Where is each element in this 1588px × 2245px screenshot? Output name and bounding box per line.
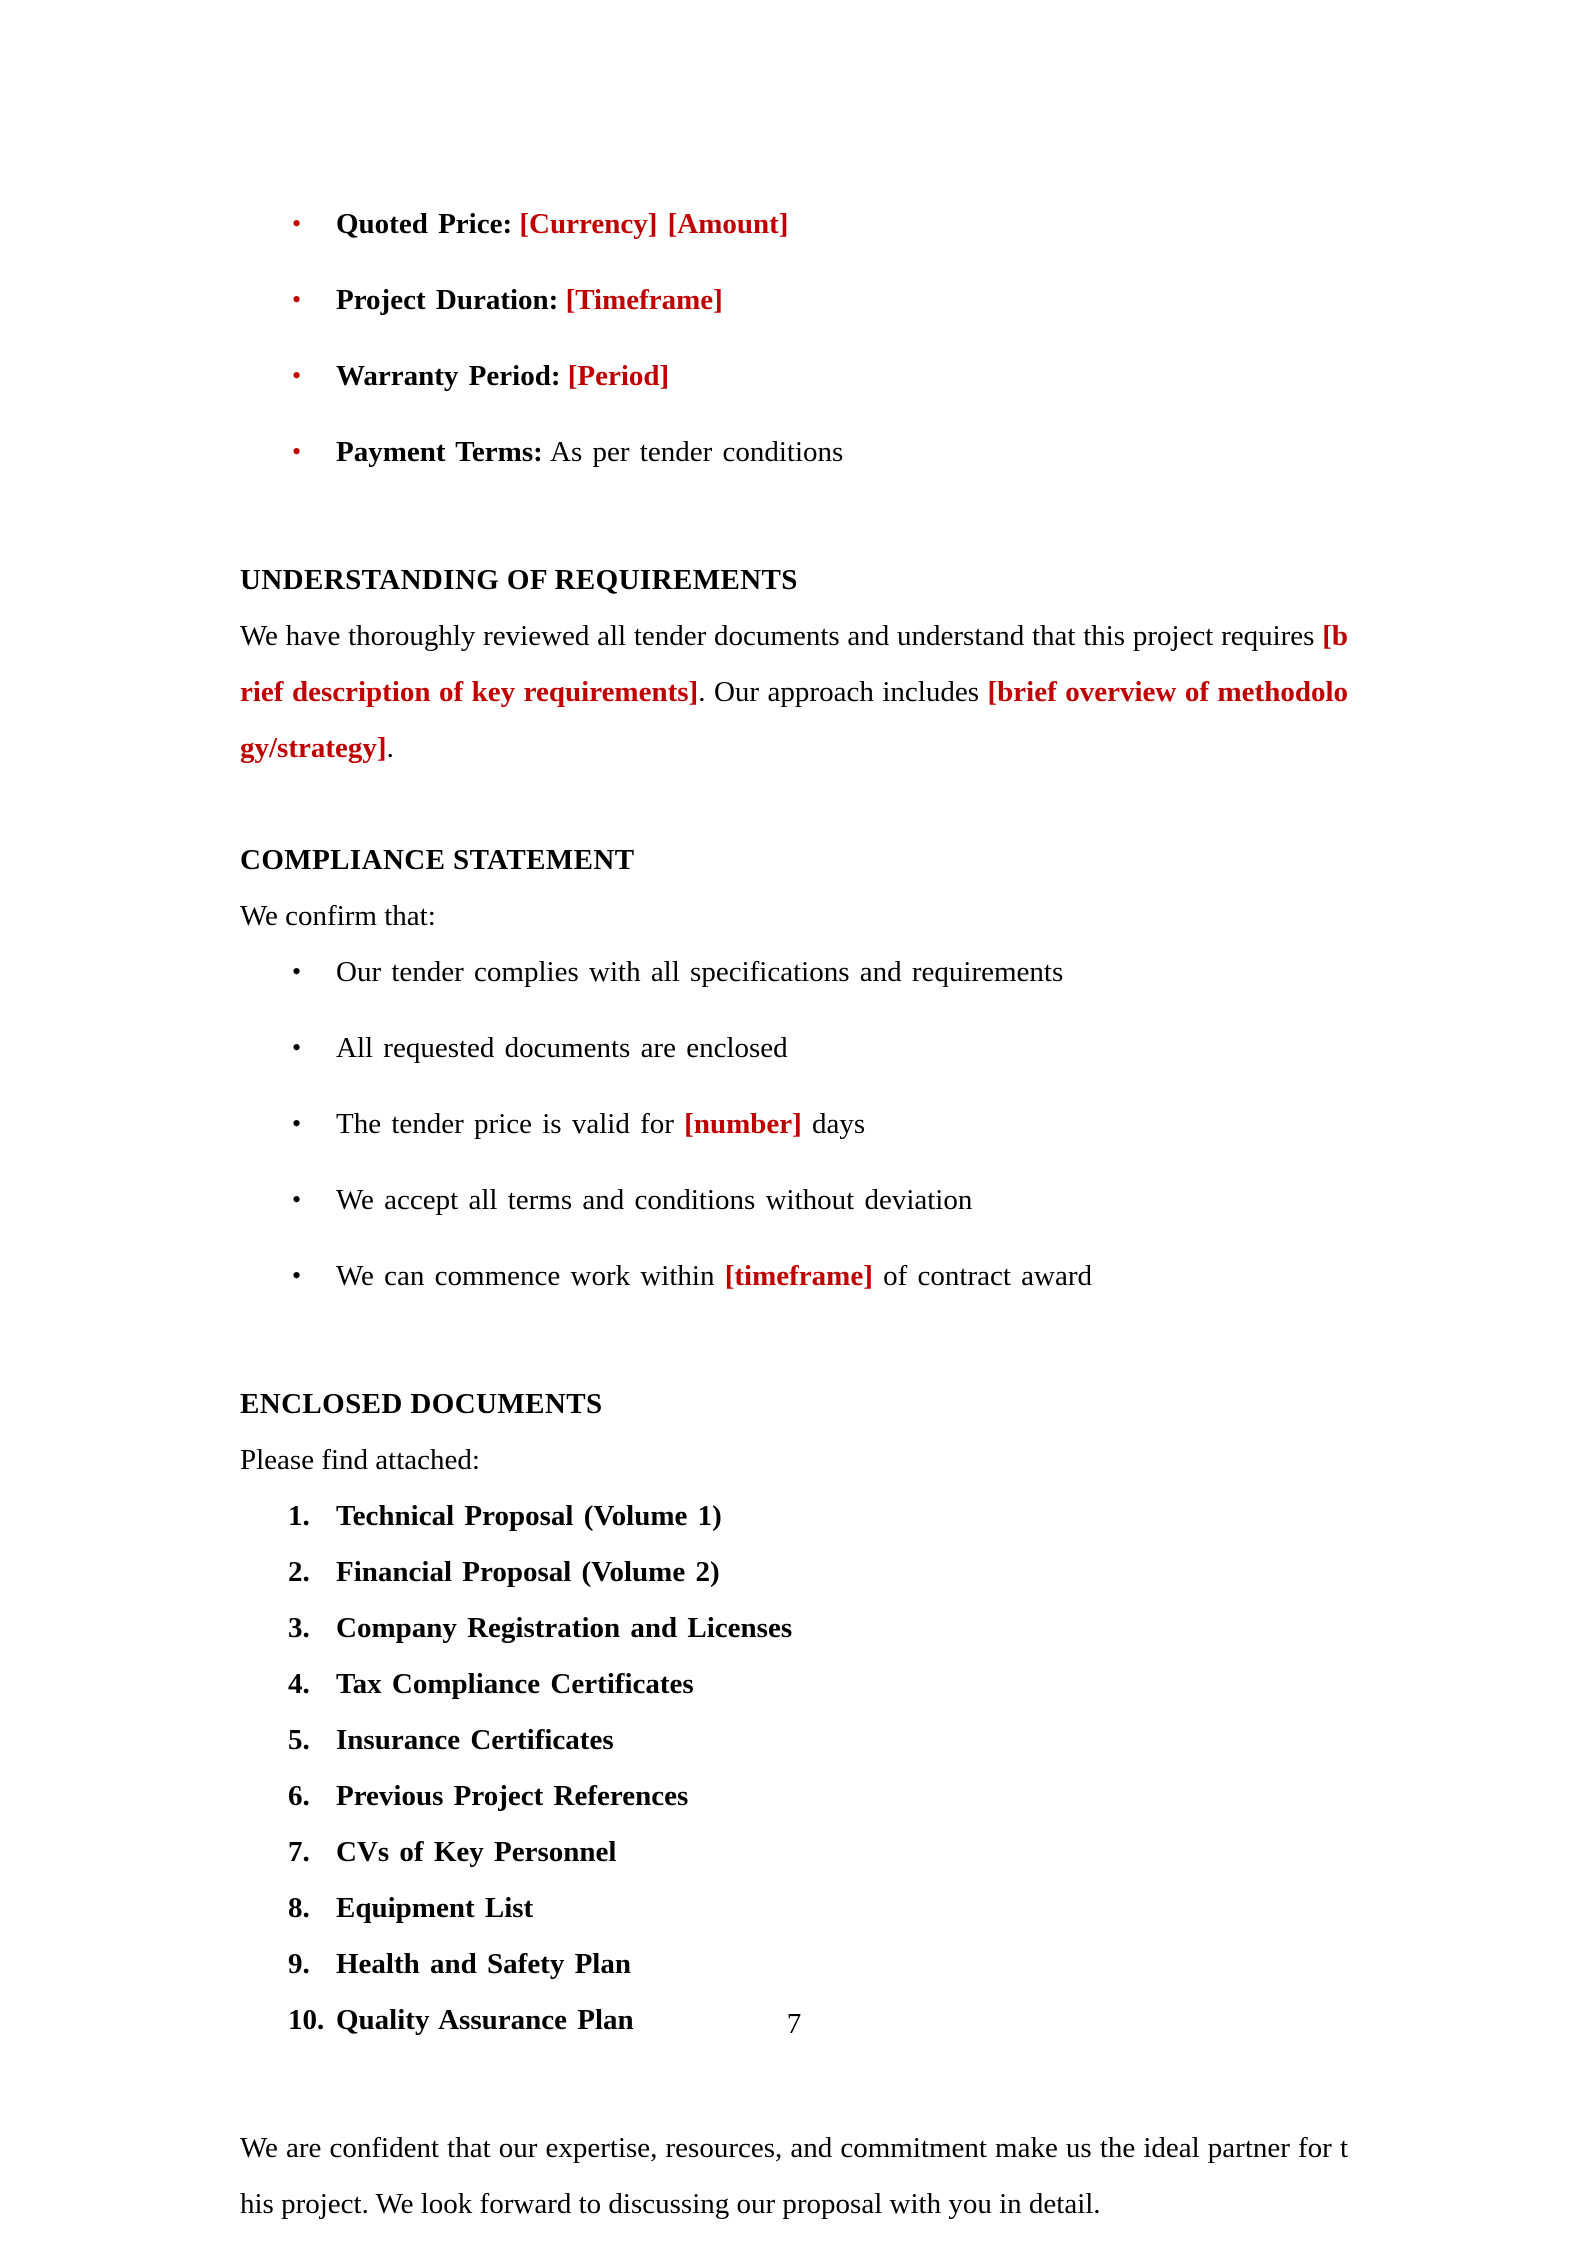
enclosed-document-item — [240, 1768, 1348, 1824]
bullet-icon: • — [292, 1261, 302, 1290]
bullet-icon: • — [292, 1033, 302, 1062]
enclosed-document-label: Tax Compliance Certificates — [336, 1668, 694, 1700]
summary-bullet-value: [Period] — [567, 360, 670, 392]
enclosed-document-label: Quality Assurance Plan — [336, 2004, 634, 2036]
enclosed-document-item — [240, 1656, 1348, 1712]
enclosed-document-label: Financial Proposal (Volume 2) — [336, 1556, 720, 1588]
summary-bullet-label: Payment Terms: — [336, 436, 543, 468]
list-number: 3. — [288, 1612, 310, 1644]
enclosed-document-item — [240, 1880, 1348, 1936]
bullet-icon: • — [292, 437, 302, 466]
bullet-icon: • — [292, 209, 302, 238]
placeholder-methodology-strategy: [brief overview of methodology/strategy] — [240, 676, 1349, 764]
compliance-bullet-placeholder: [number] — [684, 1108, 802, 1140]
closing-paragraph: We are confident that our expertise, resources, and commitment make us the ideal partner for this project. We look forward to discussing our proposal with you in detail. — [240, 2132, 1348, 2220]
compliance-bullet-item — [240, 1248, 1348, 1304]
enclosed-document-label: CVs of Key Personnel — [336, 1836, 617, 1868]
summary-bullet-item — [240, 196, 1348, 252]
section-heading-enclosed-documents: ENCLOSED DOCUMENTS — [240, 1388, 603, 1420]
enclosed-document-item — [240, 1712, 1348, 1768]
summary-bullet-item — [240, 424, 1348, 480]
compliance-bullet-item — [240, 1172, 1348, 1228]
summary-bullet-value: As per tender conditions — [550, 436, 844, 468]
enclosed-document-label: Previous Project References — [336, 1780, 689, 1812]
summary-bullet-value: [Timeframe] — [565, 284, 723, 316]
compliance-bullet-text-after: days — [801, 1108, 866, 1140]
enclosed-document-label: Technical Proposal (Volume 1) — [336, 1500, 722, 1532]
understanding-text-1: We have thoroughly reviewed all tender documents and understand that this project requires — [240, 620, 1323, 652]
compliance-bullet-list — [240, 944, 1348, 1304]
bullet-icon: • — [292, 1109, 302, 1138]
enclosed-document-item — [240, 1544, 1348, 1600]
list-number: 1. — [288, 1500, 310, 1532]
enclosed-document-item — [240, 1488, 1348, 1544]
enclosed-document-label: Insurance Certificates — [336, 1724, 614, 1756]
list-number: 10. — [288, 2004, 325, 2036]
section-heading-understanding: UNDERSTANDING OF REQUIREMENTS — [240, 564, 798, 596]
enclosed-documents-list — [240, 1488, 1348, 2048]
bullet-icon: • — [292, 285, 302, 314]
bullet-icon: • — [292, 957, 302, 986]
enclosed-document-label: Equipment List — [336, 1892, 534, 1924]
summary-bullet-value: [Currency] [Amount] — [519, 208, 789, 240]
list-number: 9. — [288, 1948, 310, 1980]
understanding-text-2: . Our approach includes — [698, 676, 988, 708]
summary-bullet-label: Project Duration: — [336, 284, 559, 316]
compliance-bullet-text-after: of contract award — [872, 1260, 1092, 1292]
summary-bullet-label: Warranty Period: — [336, 360, 561, 392]
list-number: 6. — [288, 1780, 310, 1812]
bullet-icon: • — [292, 1185, 302, 1214]
summary-bullet-label: Quoted Price: — [336, 208, 513, 240]
enclosed-document-item — [240, 1824, 1348, 1880]
page-number-footer: 7 — [786, 2008, 802, 2040]
list-number: 8. — [288, 1892, 310, 1924]
list-number: 7. — [288, 1836, 310, 1868]
compliance-bullet-item — [240, 1096, 1348, 1152]
compliance-bullet-text: All requested documents are enclosed — [336, 1032, 788, 1064]
compliance-bullet-text: The tender price is valid for — [336, 1108, 685, 1140]
section-heading-compliance: COMPLIANCE STATEMENT — [240, 844, 635, 876]
compliance-bullet-text: We can commence work within — [336, 1260, 725, 1292]
summary-bullet-item — [240, 272, 1348, 328]
understanding-text-3: . — [386, 732, 394, 764]
compliance-intro: We confirm that: — [240, 900, 436, 932]
list-number: 5. — [288, 1724, 310, 1756]
list-number: 4. — [288, 1668, 310, 1700]
enclosed-document-item — [240, 1936, 1348, 1992]
enclosed-document-label: Company Registration and Licenses — [336, 1612, 793, 1644]
compliance-bullet-item — [240, 1020, 1348, 1076]
compliance-bullet-item — [240, 944, 1348, 1000]
enclosed-intro: Please find attached: — [240, 1444, 480, 1476]
compliance-bullet-placeholder: [timeframe] — [724, 1260, 873, 1292]
enclosed-document-label: Health and Safety Plan — [336, 1948, 631, 1980]
compliance-bullet-text: Our tender complies with all specifications and requirements — [336, 956, 1064, 988]
list-number: 2. — [288, 1556, 310, 1588]
tender-summary-bullet-list — [240, 196, 1348, 480]
summary-bullet-item — [240, 348, 1348, 404]
page-content — [240, 196, 1348, 2232]
compliance-bullet-text: We accept all terms and conditions without deviation — [336, 1184, 973, 1216]
understanding-paragraph — [240, 608, 1348, 776]
bullet-icon: • — [292, 361, 302, 390]
placeholder-key-requirements: [brief description of key requirements] — [240, 620, 1348, 708]
enclosed-document-item — [240, 1600, 1348, 1656]
